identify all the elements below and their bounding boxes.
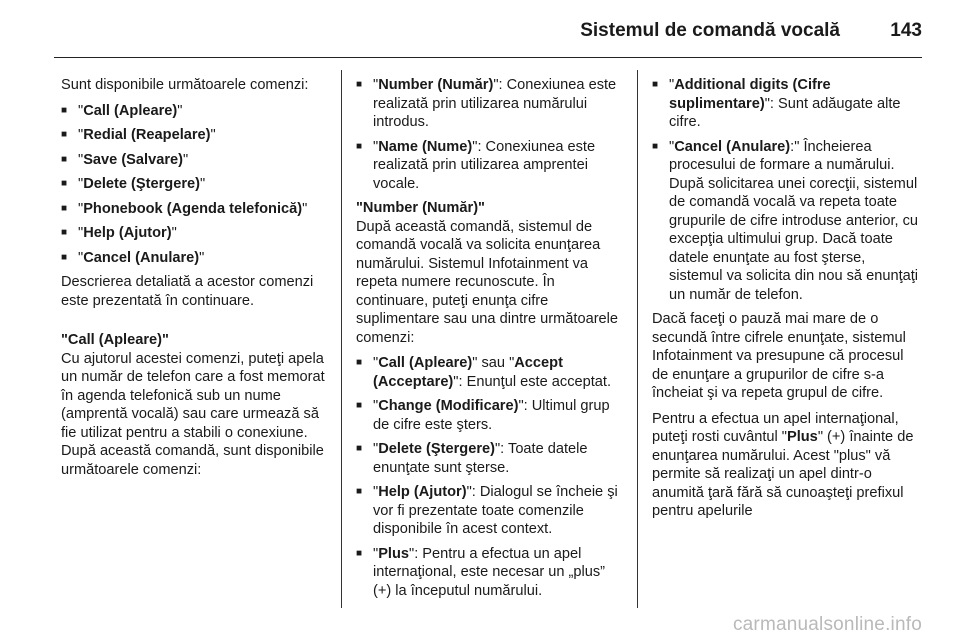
list-item: ■ "Redial (Reapelare)" <box>61 126 331 145</box>
digit-options-list <box>652 76 922 304</box>
international-call-text: Pentru a efectua un apel internaţional, puteţi rosti cuvântul "Plus" (+) înainte de enunţarea numărului. Acest "plus" vă permite să realizaţi un apel dintr-o anumită ţară fără să cunoaşteţi prefixul pentru apelurile <box>652 410 914 519</box>
list-item: ■ "Cancel (Anulare):" Încheierea procesului de formare a numărului. După solicitarea unei corecţii, sistemul de comandă vocală va repeta toate grupurile de cifre introduse anterior, cu excepţia ultimului grup. Dacă toate datele enunţate au fost şterse, sistemul va solicita din nou să enunţaţi un număr de telefon. <box>652 138 922 305</box>
call-section-title: "Call (Apleare)" <box>61 332 169 348</box>
list-item: ■ "Delete (Ştergere)" <box>61 175 331 194</box>
column-1 <box>61 76 331 486</box>
header-rule <box>54 57 922 58</box>
number-section-title: "Number (Număr)" <box>356 200 485 216</box>
list-item: ■ "Phonebook (Agenda telefonică)" <box>61 200 331 219</box>
command-list <box>61 102 331 268</box>
call-options-list <box>356 76 624 193</box>
list-item: ■ "Call (Apleare)" sau "Accept (Acceptare)": Enunţul este acceptat. <box>356 354 624 391</box>
pause-text: Dacă faceţi o pauză mai mare de o secundă între cifrele enunţate, sistemul Infotainment va presupune că procesul de enunţare a grupurilor de cifre s-a încheiat şi va repeta grupul de cifre. <box>652 311 906 401</box>
description-text: Descrierea detaliată a acestor comenzi este prezentată în continuare. <box>61 274 314 309</box>
page-header <box>0 0 960 60</box>
list-item: ■ "Additional digits (Cifre suplimentare)": Sunt adăugate alte cifre. <box>652 76 922 132</box>
number-section-text: După această comandă, sistemul de comandă vocală va solicita enunţarea numărului. Sistemul Infotainment va repeta numere recunoscute. În continuare, puteţi enunţa cifre suplimentare sau una dintre următoarele comenzi: <box>356 218 619 346</box>
column-divider-2 <box>637 70 638 608</box>
list-item: ■ "Call (Apleare)" <box>61 102 331 121</box>
list-item: ■ "Change (Modificare)": Ultimul grup de cifre este şters. <box>356 397 624 434</box>
list-item: ■ "Name (Nume)": Conexiunea este realizată prin utilizarea amprentei vocale. <box>356 138 624 194</box>
list-item: ■ "Plus": Pentru a efectua un apel internaţional, este necesar un „plus” (+) la începutul numărului. <box>356 545 624 601</box>
list-item: ■ "Help (Ajutor)": Dialogul se încheie şi vor fi prezentate toate comenzile disponibile în acest context. <box>356 483 624 539</box>
column-2 <box>356 76 624 606</box>
page-title: Sistemul de comandă vocală <box>580 20 840 41</box>
list-item: ■ "Save (Salvare)" <box>61 151 331 170</box>
column-3 <box>652 76 922 528</box>
commands-intro: Sunt disponibile următoarele comenzi: <box>61 77 309 93</box>
list-item: ■ "Cancel (Anulare)" <box>61 249 331 268</box>
number-options-list <box>356 354 624 600</box>
call-section-text: Cu ajutorul acestei comenzi, puteţi apela un număr de telefon care a fost memorat în agenda telefonică sub un nume (amprentă vocală) sau care urmează să fie utilizat pentru a stabili o conexiune. După această comandă, sunt disponibile următoarele comenzi: <box>61 350 325 478</box>
page-number: 143 <box>890 20 922 41</box>
list-item: ■ "Help (Ajutor)" <box>61 224 331 243</box>
column-divider-1 <box>341 70 342 608</box>
list-item: ■ "Delete (Ştergere)": Toate datele enunţate sunt şterse. <box>356 440 624 477</box>
list-item: ■ "Number (Număr)": Conexiunea este realizată prin utilizarea numărului introdus. <box>356 76 624 132</box>
watermark: carmanualsonline.info <box>732 614 922 635</box>
